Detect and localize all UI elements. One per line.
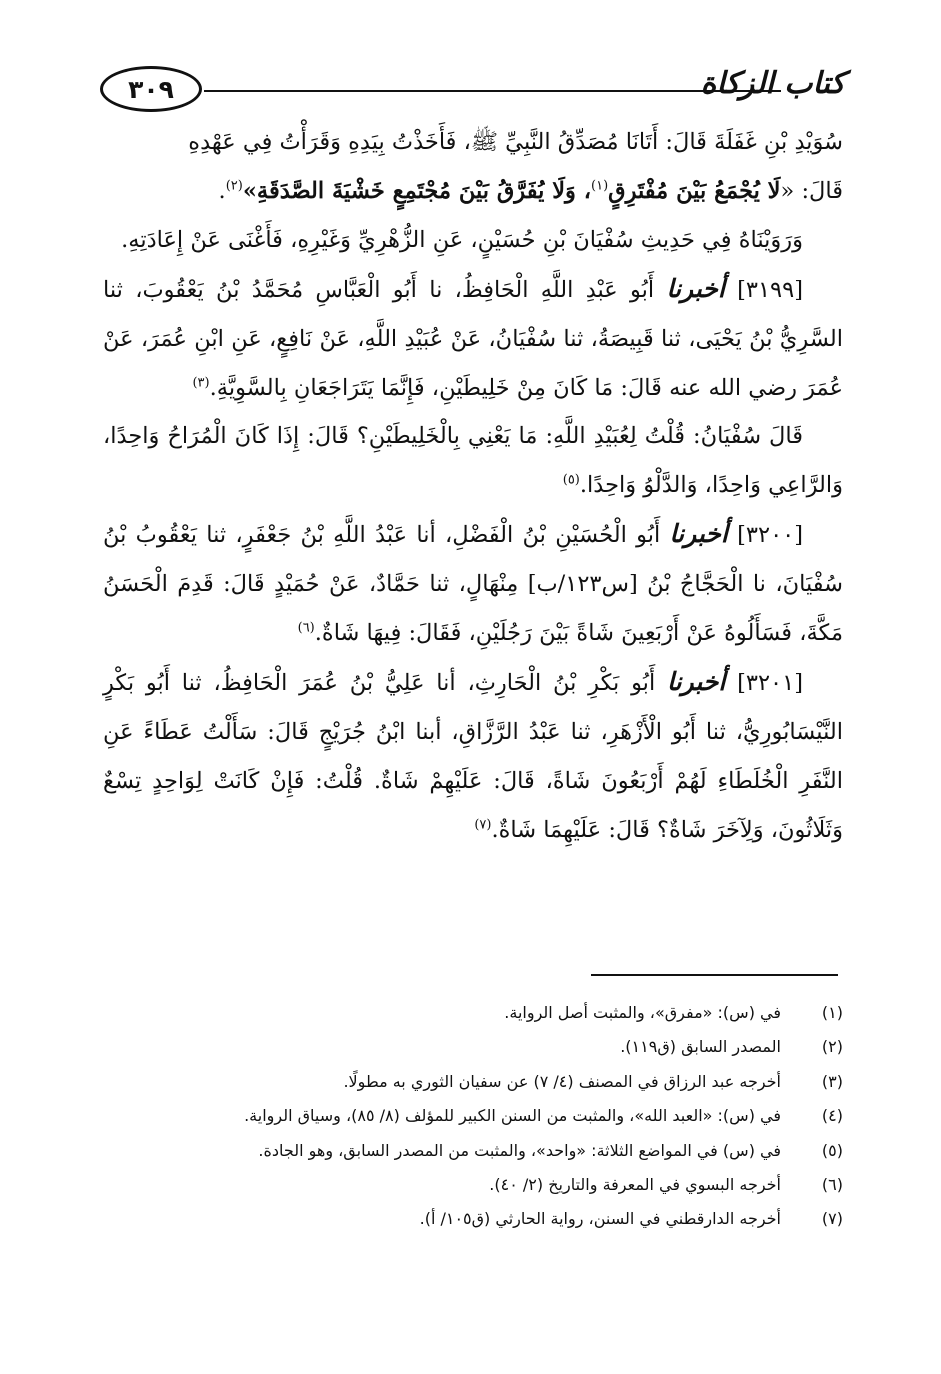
footnote-text: أخرجه البسوي في المعرفة والتاريخ (٢/ ٤٠). [489, 1175, 781, 1195]
hadith-number: [٣١٩٩] [737, 276, 803, 303]
footnote [103, 1134, 843, 1168]
footnote-mark: (٥) [562, 472, 580, 488]
text-line: قَالَ سُفْيَانُ: قُلْتُ لِعُبَيْدِ اللَّهِ: مَا يَعْنِي بِالْخَلِيطَيْنِ؟ قَالَ: إِذَا كَانَ الْمُرَاحُ [167, 423, 803, 450]
paragraph [103, 216, 843, 265]
lead-word: أخبرنا [666, 273, 725, 303]
text-line: النَّيْسَابُورِيُّ، ثنا أَبُو الْأَزْهَرِ، ثنا عَبْدُ الرَّزَّاقِ، أبنا ابْنُ جُرَيْجٍ قَالَ: سَأَلْتُ عَطَاءً [143, 718, 843, 745]
footnote-text: في (س): «العبد الله»، والمثبت من السنن الكبير للمؤلف (٨/ ٨٥)، وسياق الرواية. [244, 1106, 781, 1126]
hadith-entry [103, 658, 843, 855]
footnote-number: (٧) [821, 1209, 843, 1229]
paragraph [103, 412, 843, 510]
hadith-text: لَا يُجْمَعُ بَيْنَ مُفْتَرِقٍ [608, 177, 781, 204]
footnote-text: أخرجه عبد الرزاق في المصنف (٤/ ٧) عن سفيان الثوري به مطولًا. [343, 1071, 781, 1091]
footnote [103, 996, 843, 1030]
footnote-text: في (س): «مفرق»، والمثبت أصل الرواية. [504, 1003, 781, 1022]
footnotes [103, 996, 843, 1237]
text-line: تِسْعٌ وَثَلَاثُونَ، وَلِآخَرَ شَاةٌ؟ قَالَ: عَلَيْهِمَا شَاةٌ. [103, 767, 843, 843]
header-rule [204, 90, 781, 92]
footnote [103, 1065, 843, 1099]
text-line: عُمَرَ، عَنْ عُمَرَ رضي الله عنه قَالَ: مَا كَانَ مِنْ خَلِيطَيْنِ، فَإِنَّمَا يَتَرَاجَعَانِ بِالسَّوِيَّةِ. [103, 325, 843, 401]
hadith-text: ، وَلَا يُفَرَّقُ بَيْنَ مُجْتَمِعٍ خَشْيَةَ الصَّدَقَةِ» [242, 177, 591, 204]
footnote [103, 1168, 843, 1202]
footnote-mark: (٧) [474, 817, 492, 833]
footnote [103, 1030, 843, 1064]
footnote-text: أخرجه الدارقطني في السنن، رواية الحارثي (ق١٠٥/ أ). [419, 1209, 781, 1229]
text-line: إِعَادَتِهِ. [121, 226, 184, 253]
text-line: أَبُو الْحُسَيْنِ بْنُ الْفَضْلِ، أنا عَبْدُ اللَّهِ بْنُ جَعْفَرٍ، ثنا [206, 522, 661, 549]
page-number: ٣٠٩ [100, 66, 202, 112]
hadith-number: [٣٢٠١] [737, 669, 803, 696]
text-line: قَالَ: قَدِمَ الْحَسَنُ مَكَّةَ، فَسَأَلُوهُ عَنْ أَرْبَعِينَ شَاةً بَيْنَ رَجُلَيْنِ، فَقَالَ: فِيهَا شَاةٌ. [103, 571, 843, 647]
text-line: أَبُو بَكْرِ بْنُ الْحَارِثِ، أنا عَلِيُّ بْنُ عُمَرَ الْحَافِظُ، ثنا أَبُو بَكْرٍ [103, 669, 656, 696]
main-text [103, 118, 843, 855]
hadith-entry [103, 510, 843, 658]
footnote-mark: (١) [591, 178, 609, 194]
footnote-separator [591, 974, 838, 976]
footnote-mark: (٦) [297, 620, 315, 636]
footnote-number: (٥) [821, 1140, 843, 1160]
footnote-number: (٣) [821, 1071, 843, 1091]
footnote [103, 1202, 843, 1236]
paragraph: سُوَيْدِ بْنِ غَفَلَةَ قَالَ: أَتَانَا مُصَدِّقُ النَّبِيِّ ﷺ، فَأَخَذْتُ بِيَدِهِ وَقَرَأْتُ فِي عَهْدِهِ قَالَ: «لَا يُجْمَعُ بَيْنَ مُفْتَرِقٍ$^{(١)}$، وَلَا يُفَرَّقُ بَيْنَ مُجْتَمِعٍ خَشْيَةَ الصَّدَقَةِ»$^{(٢)}$. [188, 129, 843, 204]
footnote-number: (٦) [821, 1175, 843, 1195]
lead-word: أخبرنا [666, 666, 726, 696]
hadith-number: [٣٢٠٠] [737, 522, 804, 549]
footnote-text: المصدر السابق (ق١١٩). [620, 1037, 781, 1057]
text-line: يَعْقُوبُ بْنُ سُفْيَانَ، نا الْحَجَّاجُ بْنُ [س١٢٣/ب] مِنْهَالٍ، ثنا حَمَّادٌ، عَنْ حُمَيْدٍ [103, 522, 844, 598]
footnote-text: في (س) في المواضع الثلاثة: «واحد»، والمثبت من المصدر السابق، وهو الجادة. [258, 1140, 781, 1160]
text-line: السَّرِيُّ بْنُ يَحْيَى، ثنا قَبِيصَةُ، ثنا سُفْيَانُ، عَنْ عُبَيْدِ اللَّهِ، عَنْ نَافِعٍ، عَنِ ابْنِ [194, 325, 843, 352]
footnote-number: (٤) [821, 1106, 843, 1126]
text-line: قَالَ: «لَا يُجْمَعُ بَيْنَ مُفْتَرِقٍ [608, 177, 843, 204]
text-line: عَنِ النَّفَرِ الْخُلَطَاءِ لَهُمْ أَرْبَعُونَ شَاةً، قَالَ: عَلَيْهِمْ شَاةٌ. قُلْتُ: فَإِنْ كَانَتْ لِوَاحِدٍ [103, 718, 843, 794]
footnote [103, 1099, 843, 1133]
text-line: وَرَوَيْنَاهُ فِي حَدِيثِ سُفْيَانَ بْنِ حُسَيْنٍ، عَنِ الزُّهْرِيِّ وَغَيْرِهِ، فَأَغْنَى عَنْ [190, 226, 803, 253]
footnote-number: (١) [821, 1003, 843, 1022]
lead-word: أخبرنا [669, 519, 728, 549]
text-line: أَبُو عَبْدِ اللَّهِ الْحَافِظُ، نا أَبُو الْعَبَّاسِ مُحَمَّدُ بْنُ يَعْقُوبَ، ثنا [103, 276, 655, 303]
hadith-entry [103, 265, 843, 413]
text-line: وَاحِدًا، وَالرَّاعِي وَاحِدًا، وَالدَّلْوُ وَاحِدًا. [103, 423, 843, 499]
text-line: سُوَيْدِ بْنِ غَفَلَةَ قَالَ: أَتَانَا مُصَدِّقُ النَّبِيِّ ﷺ، فَأَخَذْتُ بِيَدِهِ وَقَرَأْتُ فِي عَهْدِهِ [188, 129, 843, 155]
running-title: كتاب الزكاة [700, 66, 845, 101]
footnote-number: (٢) [821, 1037, 843, 1057]
footnote-mark: (٢) [225, 178, 243, 194]
page-header [100, 62, 845, 114]
footnote-mark: (٣) [192, 375, 210, 391]
